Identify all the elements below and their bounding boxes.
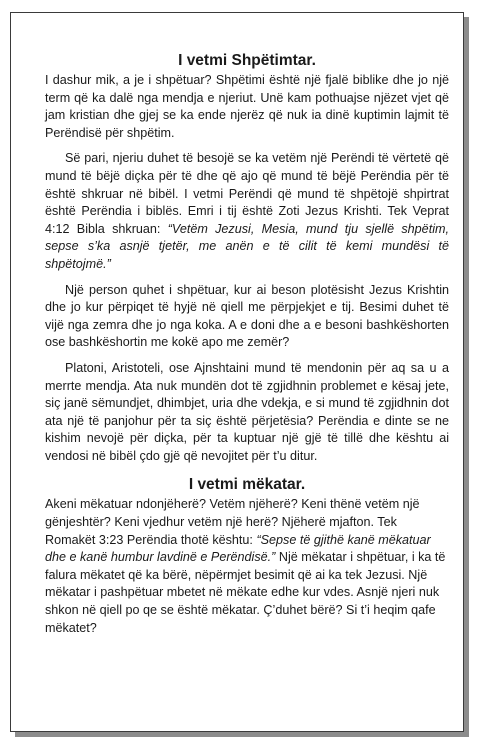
paragraph-one-god-text: Së pari, njeriu duhet të besojë se ka vetëm një Perëndi të vërtetë që mund të bëjë diçka për të dhe që ajo që mund të bëjë Perëndia për të është shkruar në bibël. I vetmi Perëndi që mund të shpëtojë shpirtrat është Perëndia i biblës. Emri i tij është Zoti Jezus Krishti. Tek Veprat 4:12 Bibla shkruan:	[45, 151, 449, 236]
scripture-quote-romans: “Sepse të gjithë kanë mëkatuar dhe e kanë humbur lavdinë e Perëndisë.”	[45, 532, 431, 565]
paragraph-belief: Një person quhet i shpëtuar, kur ai beson plotësisht Jezus Krishtin dhe jo kur përpiqet të hyjë në qiell me përpjekjet e tij. Besimi duhet të vijë nga zemra dhe jo nga koka. A e doni dhe a e besoni bashkëshorten ose bashkëshortin me kokë apo me zemër?	[45, 282, 449, 350]
paragraph-one-god	[45, 150, 449, 273]
paragraph-sin-text-b: Një mëkatar i shpëtuar, i ka të falura mëkatet që ka bërë, nëpërmjet besimit që ai ka tek Jezusi. Një mëkatar i pashpëtuar mbetet në mëkate edhe kur vdes. Asnjë njeri nuk shkon në qiell po qe se është mëkatar. Ç’duhet bërë? Si t’i heqim qafe mëkatet?	[45, 550, 446, 635]
paragraph-intro: I dashur mik, a je i shpëtuar? Shpëtimi është një fjalë biblike dhe jo një term që ka dalë nga mendja e njeriut. Unë kam pothuajse njëzet vjet që jam kristian dhe gjej se ka ende njerëz që nuk ia dinë kuptimin lajmit të Perëndisë për shpëtim.	[45, 73, 449, 140]
paragraph-sin-text-a: Akeni mëkatuar ndonjëherë? Vetëm njëherë? Keni thënë vetëm një gënjeshtër? Keni vjedhur vetëm një herë? Njëherë mjafton. Tek Romakët 3:23 Perëndia thotë kështu:	[45, 497, 420, 547]
section-title-savior: I vetmi Shpëtimtar.	[178, 52, 316, 69]
tract-page	[10, 12, 464, 732]
section-title-sinner: I vetmi mëkatar.	[188, 476, 306, 494]
paragraph-sin	[45, 496, 449, 637]
paragraph-philosophers: Platoni, Aristoteli, ose Ajnshtaini mund të mendonin për aq sa u a merrte mendja. Ata nuk mundën dot të zgjidhnin problemet e kësaj jete, siç janë sëmundjet, dhimbjet, uria dhe vdekja, e si mund të zgjidhnin dot ata një të panjohur për ta siç është përjetësia? Perëndia e dinte se ne kishim nevojë për diçka, për ta kuptuar një gjë të tillë dhe kështu ai vendosi në bibël çdo gjë që nevojitet për t’u ditur.	[45, 360, 449, 463]
scripture-quote-acts: “Vetëm Jezusi, Mesia, mund tju sjellë shpëtim, sepse s’ka asnjë tjetër, me anën e të cilit të kemi mundësi të shpëtojmë.”	[45, 221, 449, 271]
